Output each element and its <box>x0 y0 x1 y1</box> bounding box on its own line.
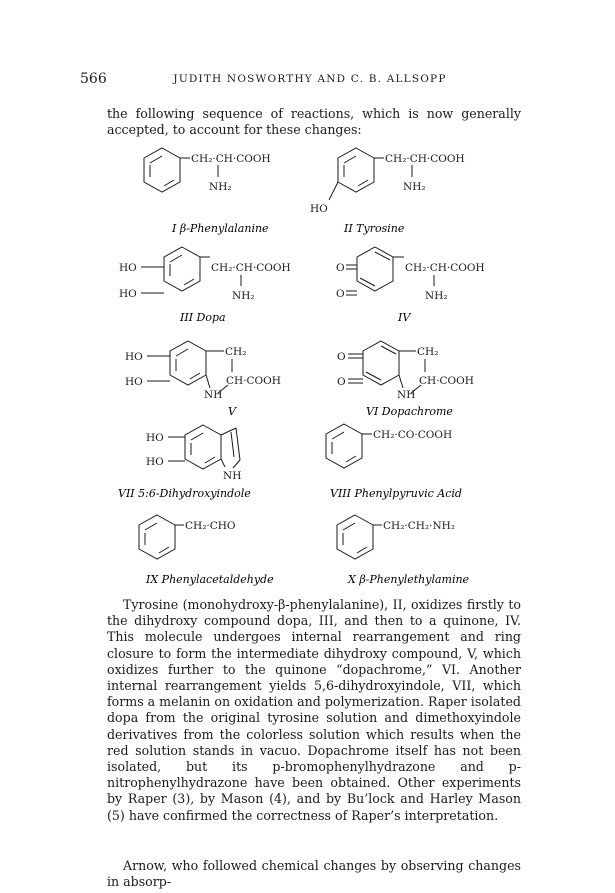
structure-phenylethylamine <box>337 515 455 559</box>
chain-label: CH₂·CH·COOH <box>405 262 485 274</box>
ho-label-1: HO <box>119 262 137 274</box>
ho-label-2: HO <box>119 288 137 300</box>
nh2-label: NH₂ <box>209 181 232 193</box>
running-head: JUDITH NOSWORTHY AND C. B. ALLSOPP <box>173 73 447 85</box>
chain-label: CH₂·CH·COOH <box>191 153 271 165</box>
caption-dihydroxyindole: VII 5:6-Dihydroxyindole <box>118 487 251 500</box>
structure-dihydroxyindole <box>146 425 241 482</box>
nh-label: NH <box>223 470 242 482</box>
structure-quinone <box>336 247 485 302</box>
caption-phenylacetaldehyde: IX Phenylacetaldehyde <box>146 573 274 586</box>
chain-label: CH₂·CH·COOH <box>211 262 291 274</box>
chain-label: CH₂·CO·COOH <box>373 429 453 441</box>
nh2-label: NH₂ <box>232 290 255 302</box>
ho-label: HO <box>310 203 328 215</box>
ho-label-2: HO <box>125 376 143 388</box>
oxo-label-2: O <box>336 288 345 300</box>
paragraph-1: Tyrosine (monohydroxy-β-phenylalanine), II, oxidizes firstly to the dihydroxy compound dopa, III, and then to a quinone, IV. This molecule undergoes internal rearrangement and ring closure to form the intermediate dihydroxy compound, V, which oxidizes further to the quinone “dopachrome,” VI. Another internal rearrangement yields 5,6-dihydroxyindole, VII, which forms a melanin on oxidation and polymerization. Raper isolated dopa from the original tyrosine solution and dimethoxyindole derivatives from the colorless solution which results when the red solution stands in vacuo. Dopachrome itself has not been isolated, but its p-bromophenylhydrazone and p-nitrophenylhydrazone have been obtained. Other experiments by Raper (3), by Mason (4), and by Bu’lock and Harley Mason (5) have confirmed the correctness of Raper’s interpretation. <box>107 597 521 823</box>
ch-cooh-label: CH·COOH <box>419 375 474 387</box>
nh2-label: NH₂ <box>403 181 426 193</box>
page-number: 566 <box>80 71 107 87</box>
ch2-label: CH₂ <box>417 346 439 358</box>
caption-dopachrome: VI Dopachrome <box>366 405 453 418</box>
caption-phenylpyruvic-acid: VIII Phenylpyruvic Acid <box>330 487 462 500</box>
structure-v <box>125 341 281 401</box>
oxo-label-2: O <box>337 376 346 388</box>
structure-dopachrome <box>337 341 474 401</box>
ho-label-2: HO <box>146 456 164 468</box>
structure-phenylalanine <box>144 148 271 193</box>
nh-label: NH <box>397 389 416 401</box>
chain-label: CH₂·CH₂·NH₂ <box>383 520 456 532</box>
structure-phenylacetaldehyde <box>139 515 236 559</box>
caption-phenylalanine: I β-Phenylalanine <box>172 222 269 235</box>
nh2-label: NH₂ <box>425 290 448 302</box>
oxo-label-1: O <box>336 262 345 274</box>
chain-label: CH₂·CHO <box>185 520 236 532</box>
chain-label: CH₂·CH·COOH <box>385 153 465 165</box>
caption-tyrosine: II Tyrosine <box>344 222 405 235</box>
structure-tyrosine <box>310 148 465 215</box>
paragraph-2: Arnow, who followed chemical changes by observing changes in absorp- <box>107 858 521 890</box>
ho-label-1: HO <box>125 351 143 363</box>
structure-dopa <box>119 247 291 302</box>
nh-label: NH <box>204 389 223 401</box>
caption-quinone: IV <box>398 311 411 324</box>
intro-text: the following sequence of reactions, which is now generally accepted, to account for these changes: <box>107 106 521 138</box>
ch-cooh-label: CH·COOH <box>226 375 281 387</box>
structure-phenylpyruvic-acid <box>326 424 452 468</box>
oxo-label-1: O <box>337 351 346 363</box>
caption-v: V <box>228 405 236 418</box>
caption-phenylethylamine: X β-Phenylethylamine <box>348 573 470 586</box>
ch2-label: CH₂ <box>225 346 247 358</box>
caption-dopa: III Dopa <box>180 311 226 324</box>
ho-label-1: HO <box>146 432 164 444</box>
